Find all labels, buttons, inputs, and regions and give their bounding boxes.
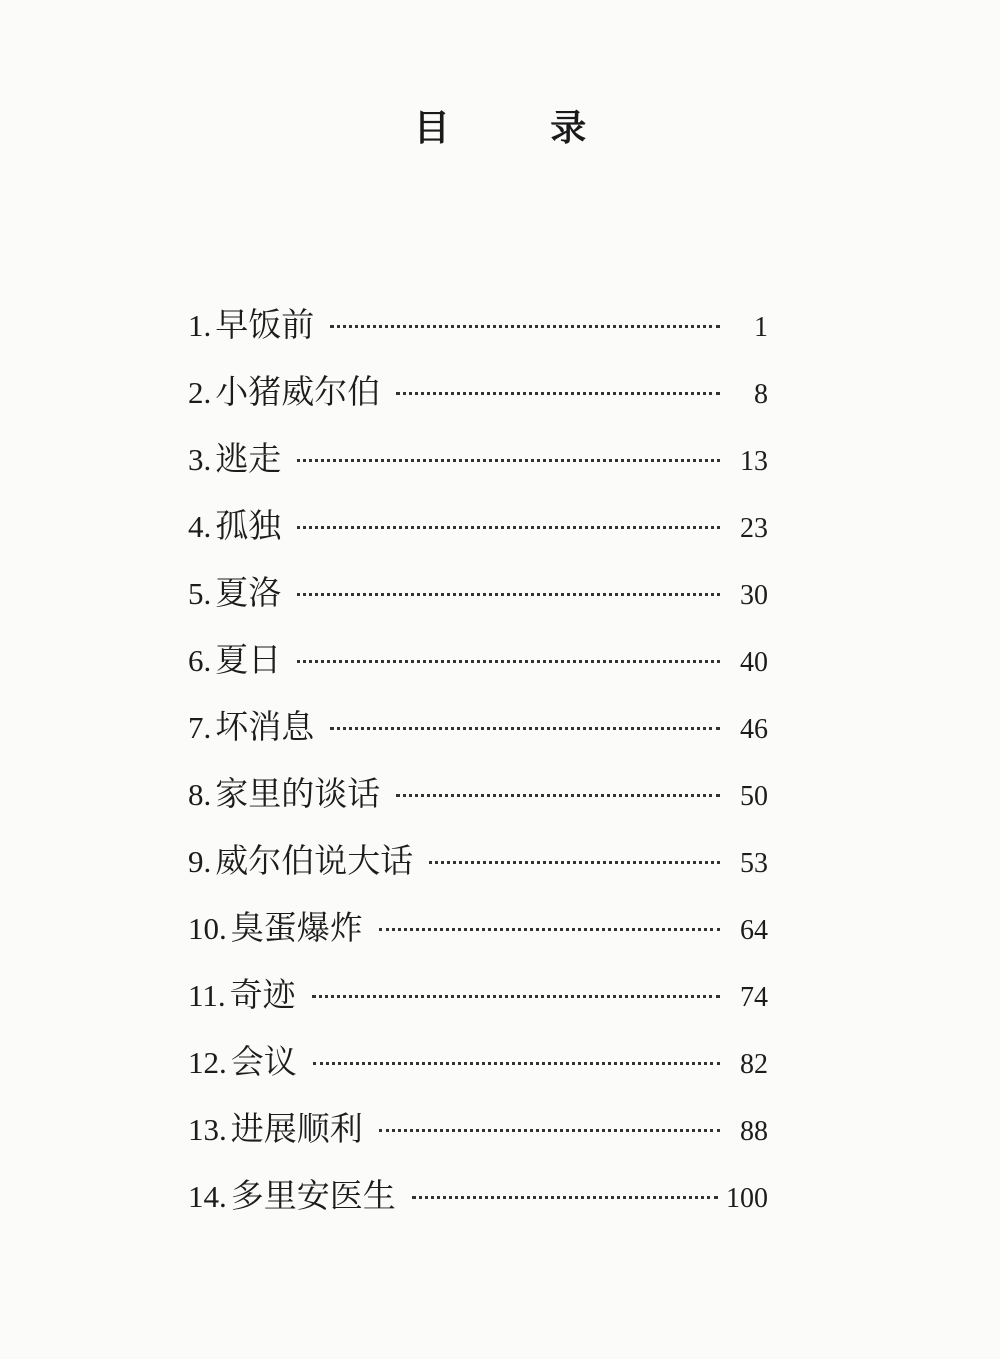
dot-leader <box>396 392 720 395</box>
toc-entry <box>188 905 768 972</box>
entry-number: 13. <box>188 1112 227 1147</box>
entry-number: 14. <box>188 1179 227 1214</box>
entry-number: 1. <box>188 308 212 343</box>
dot-leader <box>396 794 720 797</box>
entry-number: 8. <box>188 777 212 812</box>
entry-page-number: 53 <box>740 848 768 879</box>
entry-page-number: 74 <box>740 982 768 1013</box>
dot-leader <box>330 727 720 730</box>
entry-number: 12. <box>188 1045 227 1080</box>
entry-title: 多里安医生 <box>230 1176 396 1215</box>
entry-page-number: 88 <box>740 1116 768 1147</box>
entry-page-number: 30 <box>740 580 768 611</box>
entry-number: 3. <box>188 442 212 477</box>
toc-entry <box>188 771 768 838</box>
toc-entry <box>188 838 768 905</box>
entry-number: 2. <box>188 375 212 410</box>
dot-leader <box>312 995 720 998</box>
toc-entry <box>188 1039 768 1106</box>
entry-title: 孤独 <box>215 506 282 545</box>
dot-leader <box>429 861 720 864</box>
dot-leader <box>297 459 720 462</box>
entry-title: 进展顺利 <box>230 1109 363 1148</box>
entry-title: 逃走 <box>215 439 282 478</box>
entry-number: 7. <box>188 710 212 745</box>
dot-leader <box>330 325 720 328</box>
entry-title: 家里的谈话 <box>215 774 381 813</box>
entry-page-number: 1 <box>754 312 768 343</box>
toc-entry <box>188 570 768 637</box>
entry-page-number: 100 <box>726 1183 768 1214</box>
entry-title: 会议 <box>230 1042 297 1081</box>
entry-number: 10. <box>188 911 227 946</box>
toc-entry <box>188 302 768 369</box>
entry-page-number: 46 <box>740 714 768 745</box>
toc-entry <box>188 503 768 570</box>
dot-leader <box>297 526 720 529</box>
entry-page-number: 13 <box>740 446 768 477</box>
entry-title: 夏洛 <box>215 573 282 612</box>
entry-page-number: 64 <box>740 915 768 946</box>
entry-number: 11. <box>188 978 226 1013</box>
entry-title: 威尔伯说大话 <box>215 841 414 880</box>
dot-leader <box>297 660 720 663</box>
dot-leader <box>313 1062 720 1065</box>
entry-number: 4. <box>188 509 212 544</box>
dot-leader <box>412 1196 718 1199</box>
entry-number: 5. <box>188 576 212 611</box>
page-title: 目 录 <box>413 107 631 149</box>
entry-title: 小猪威尔伯 <box>215 372 381 411</box>
toc-entry <box>188 1173 768 1240</box>
entry-page-number: 23 <box>740 513 768 544</box>
dot-leader <box>379 1129 720 1132</box>
entry-number: 9. <box>188 844 212 879</box>
entry-title: 坏消息 <box>215 707 315 746</box>
toc-entry <box>188 436 768 503</box>
entry-title: 奇迹 <box>229 975 296 1014</box>
entry-page-number: 50 <box>740 781 768 812</box>
toc-entry <box>188 972 768 1039</box>
dot-leader <box>379 928 720 931</box>
entry-title: 臭蛋爆炸 <box>230 908 363 947</box>
entry-page-number: 82 <box>740 1049 768 1080</box>
table-of-contents <box>188 302 768 1240</box>
entry-page-number: 40 <box>740 647 768 678</box>
entry-page-number: 8 <box>754 379 768 410</box>
entry-title: 早饭前 <box>215 305 315 344</box>
dot-leader <box>297 593 720 596</box>
entry-number: 6. <box>188 643 212 678</box>
toc-entry <box>188 1106 768 1173</box>
toc-entry <box>188 704 768 771</box>
toc-entry <box>188 637 768 704</box>
entry-title: 夏日 <box>215 640 282 679</box>
toc-entry <box>188 369 768 436</box>
